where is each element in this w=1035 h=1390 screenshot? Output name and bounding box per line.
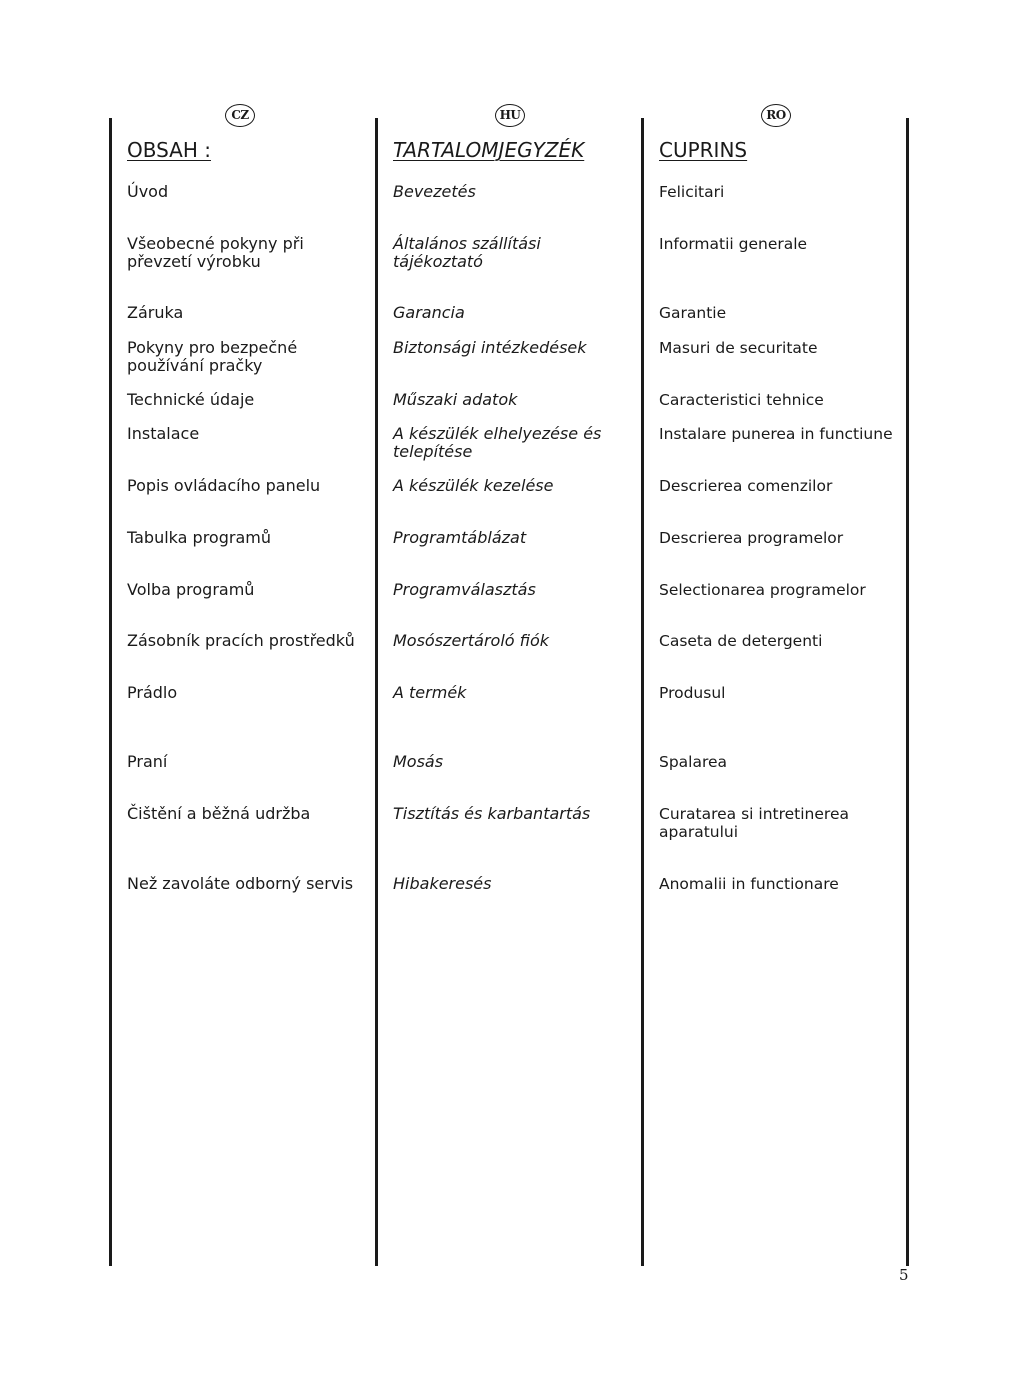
toc-entry: A készülék elhelyezése és telepítése	[393, 424, 602, 461]
toc-heading: OBSAH :	[127, 138, 211, 162]
toc-entry: Čištění a běžná udržba	[127, 804, 311, 823]
toc-entry: Produsul	[659, 684, 726, 702]
toc-heading: CUPRINS	[659, 138, 748, 162]
toc-entry: Pokyny pro bezpečné používání pračky	[127, 338, 298, 375]
toc-entry: Úvod	[127, 182, 169, 201]
toc-entry: Praní	[127, 752, 168, 771]
toc-entry: Tisztítás és karbantartás	[393, 804, 591, 823]
toc-entry: Mosás	[393, 752, 444, 771]
toc-entry: Garancia	[393, 303, 465, 322]
toc-entry: Instalace	[127, 424, 200, 443]
toc-entry: Garantie	[659, 304, 727, 322]
toc-entry: A készülék kezelése	[393, 476, 554, 495]
toc-entry: A termék	[393, 683, 467, 702]
toc-entry: Hibakeresés	[393, 874, 492, 893]
column-divider-2	[375, 118, 378, 1266]
toc-entry: Biztonsági intézkedések	[393, 338, 587, 357]
toc-entry: Popis ovládacího panelu	[127, 476, 321, 495]
toc-entry: Všeobecné pokyny při převzetí výrobku	[127, 234, 304, 271]
toc-entry: Caseta de detergenti	[659, 632, 823, 650]
toc-entry: Felicitari	[659, 183, 725, 201]
column-divider-3	[641, 118, 644, 1266]
toc-entry: Instalare punerea in functiune	[659, 425, 893, 443]
toc-entry: Curatarea si intretinerea aparatului	[659, 805, 849, 841]
toc-entry: Informatii generale	[659, 235, 808, 253]
column-divider-1	[109, 118, 112, 1266]
toc-entry: Programválasztás	[393, 580, 536, 599]
language-badge-cz: CZ	[225, 104, 255, 127]
toc-entry: Volba programů	[127, 580, 255, 599]
toc-entry: Technické údaje	[127, 390, 255, 409]
page-number: 5	[899, 1266, 909, 1284]
toc-entry: Anomalii in functionare	[659, 875, 839, 893]
toc-entry: Než zavoláte odborný servis	[127, 874, 354, 893]
toc-entry: Spalarea	[659, 753, 728, 771]
toc-entry: Záruka	[127, 303, 184, 322]
toc-entry: Programtáblázat	[393, 528, 527, 547]
language-badge-ro: RO	[761, 104, 791, 127]
toc-entry: Selectionarea programelor	[659, 581, 866, 599]
column-divider-4	[906, 118, 909, 1266]
toc-entry: Zásobník pracích prostředků	[127, 631, 355, 650]
language-badge-hu: HU	[495, 104, 525, 127]
toc-entry: Általános szállítási tájékoztató	[393, 234, 541, 271]
toc-heading: TARTALOMJEGYZÉK	[393, 138, 585, 162]
toc-entry: Masuri de securitate	[659, 339, 818, 357]
toc-entry: Prádlo	[127, 683, 178, 702]
toc-entry: Descrierea programelor	[659, 529, 844, 547]
toc-entry: Descrierea comenzilor	[659, 477, 833, 495]
toc-entry: Mosószertároló fiók	[393, 631, 550, 650]
toc-entry: Műszaki adatok	[393, 390, 518, 409]
toc-entry: Caracteristici tehnice	[659, 391, 824, 409]
toc-entry: Tabulka programů	[127, 528, 271, 547]
toc-entry: Bevezetés	[393, 182, 476, 201]
